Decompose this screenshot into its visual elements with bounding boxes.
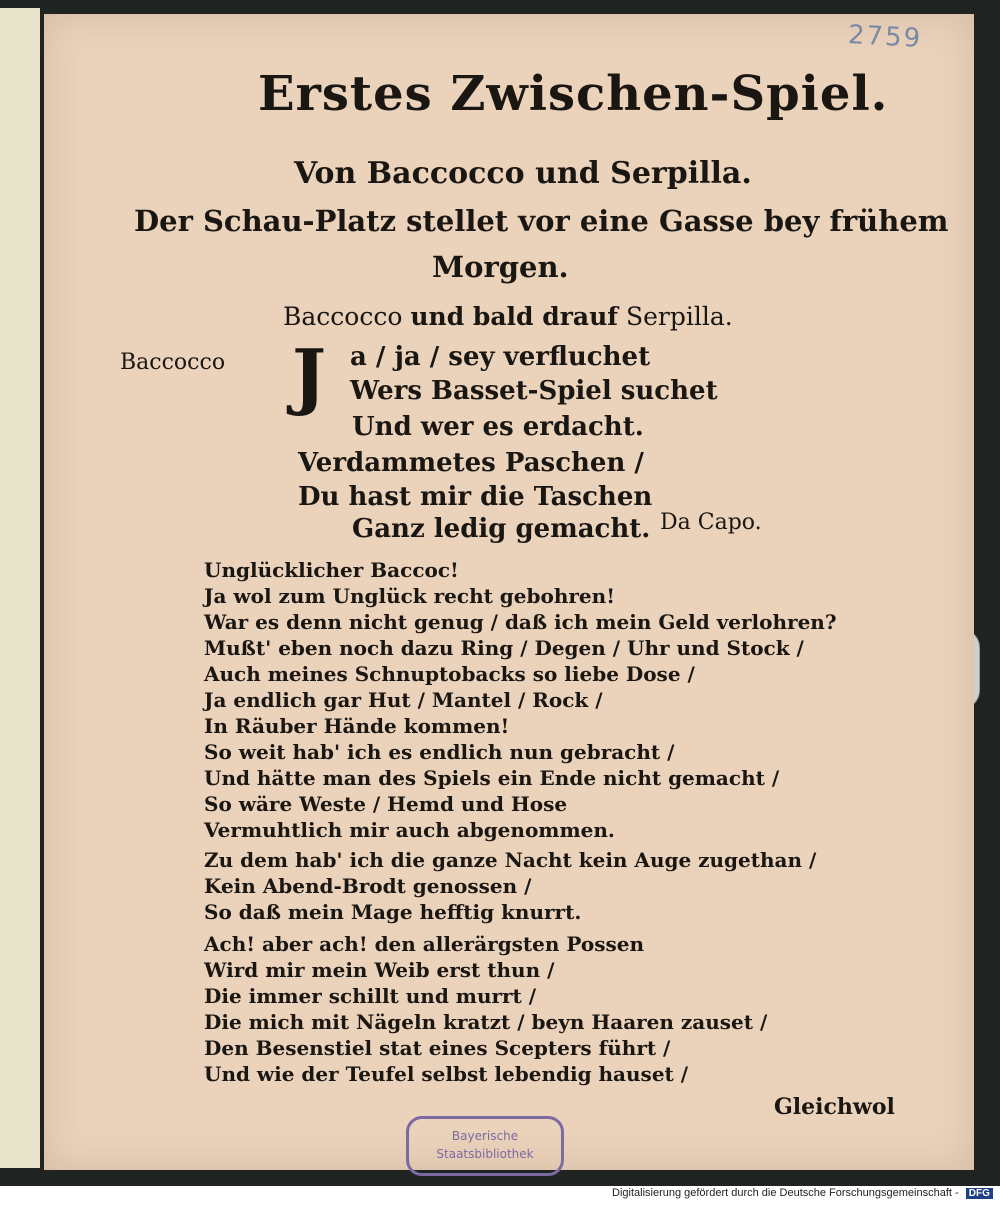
recitative-line: Ja endlich gar Hut / Mantel / Rock /	[204, 688, 603, 712]
drop-cap: J	[292, 333, 327, 418]
dfg-logo: DFG	[966, 1188, 993, 1199]
recitative-line: Mußt' eben noch dazu Ring / Degen / Uhr und Stock /	[204, 636, 804, 660]
stamp-line: Bayerische	[451, 1129, 519, 1143]
recitative-line: Die mich mit Nägeln kratzt / beyn Haaren zauset /	[204, 1010, 768, 1034]
recitative-line: War es denn nicht genug / daß ich mein Geld verlohren?	[204, 610, 837, 634]
recitative-line: So daß mein Mage hefftig knurrt.	[204, 900, 582, 924]
da-capo-mark: Da Capo.	[660, 510, 762, 535]
recitative-line: Den Besenstiel stat eines Scepters führt /	[204, 1036, 671, 1060]
scene-characters	[283, 302, 733, 331]
recitative-line: Zu dem hab' ich die ganze Nacht kein Auge zugethan /	[204, 848, 817, 872]
page-title: Erstes Zwischen-Spiel.	[258, 66, 889, 122]
recitative-line: Unglücklicher Baccoc!	[204, 558, 459, 582]
aria-line: Verdammetes Paschen /	[298, 448, 644, 478]
recitative-line: Ja wol zum Unglück recht gebohren!	[204, 584, 615, 608]
recitative-line: So weit hab' ich es endlich nun gebracht /	[204, 740, 675, 764]
aria-line: Du hast mir die Taschen	[298, 482, 653, 512]
recitative-line: Vermuhtlich mir auch abgenommen.	[204, 818, 615, 842]
recitative-line: Und wie der Teufel selbst lebendig hauset /	[204, 1062, 689, 1086]
character-first: Baccocco	[283, 302, 403, 331]
subtitle-scene: Der Schau-Platz stellet vor eine Gasse bey frühem	[134, 204, 949, 238]
speaker-name: Baccocco	[120, 350, 226, 375]
recitative-line: Ach! aber ach! den allerärgsten Possen	[204, 932, 645, 956]
aria-line: Wers Basset-Spiel suchet	[350, 376, 718, 406]
library-stamp	[406, 1116, 564, 1176]
subtitle-cast: Von Baccocco und Serpilla.	[294, 156, 752, 191]
character-connector: und bald drauf	[410, 302, 619, 331]
recitative-line: Die immer schillt und murrt /	[204, 984, 537, 1008]
recitative-line: Und hätte man des Spiels ein Ende nicht gemacht /	[204, 766, 780, 790]
character-second: Serpilla.	[625, 302, 733, 331]
aria-line: Und wer es erdacht.	[352, 412, 644, 442]
aria-line: a / ja / sey verfluchet	[350, 342, 651, 372]
recitative-line: In Räuber Hände kommen!	[204, 714, 510, 738]
recitative-line: So wäre Weste / Hemd und Hose	[204, 792, 568, 816]
shelfmark: 2759	[847, 20, 923, 54]
credit-text: Digitalisierung gefördert durch die Deutsche Forschungsgemeinschaft -	[612, 1187, 959, 1199]
previous-page-edge	[0, 8, 40, 1168]
stamp-line: Staatsbibliothek	[436, 1147, 534, 1161]
recitative-line: Kein Abend-Brodt genossen /	[204, 874, 532, 898]
digitization-credit	[612, 1187, 993, 1199]
subtitle-scene-cont: Morgen.	[432, 250, 569, 284]
recitative-line: Wird mir mein Weib erst thun /	[204, 958, 555, 982]
recitative-line: Auch meines Schnuptobacks so liebe Dose /	[204, 662, 695, 686]
aria-line: Ganz ledig gemacht.	[352, 514, 651, 544]
catchword: Gleichwol	[774, 1094, 895, 1120]
